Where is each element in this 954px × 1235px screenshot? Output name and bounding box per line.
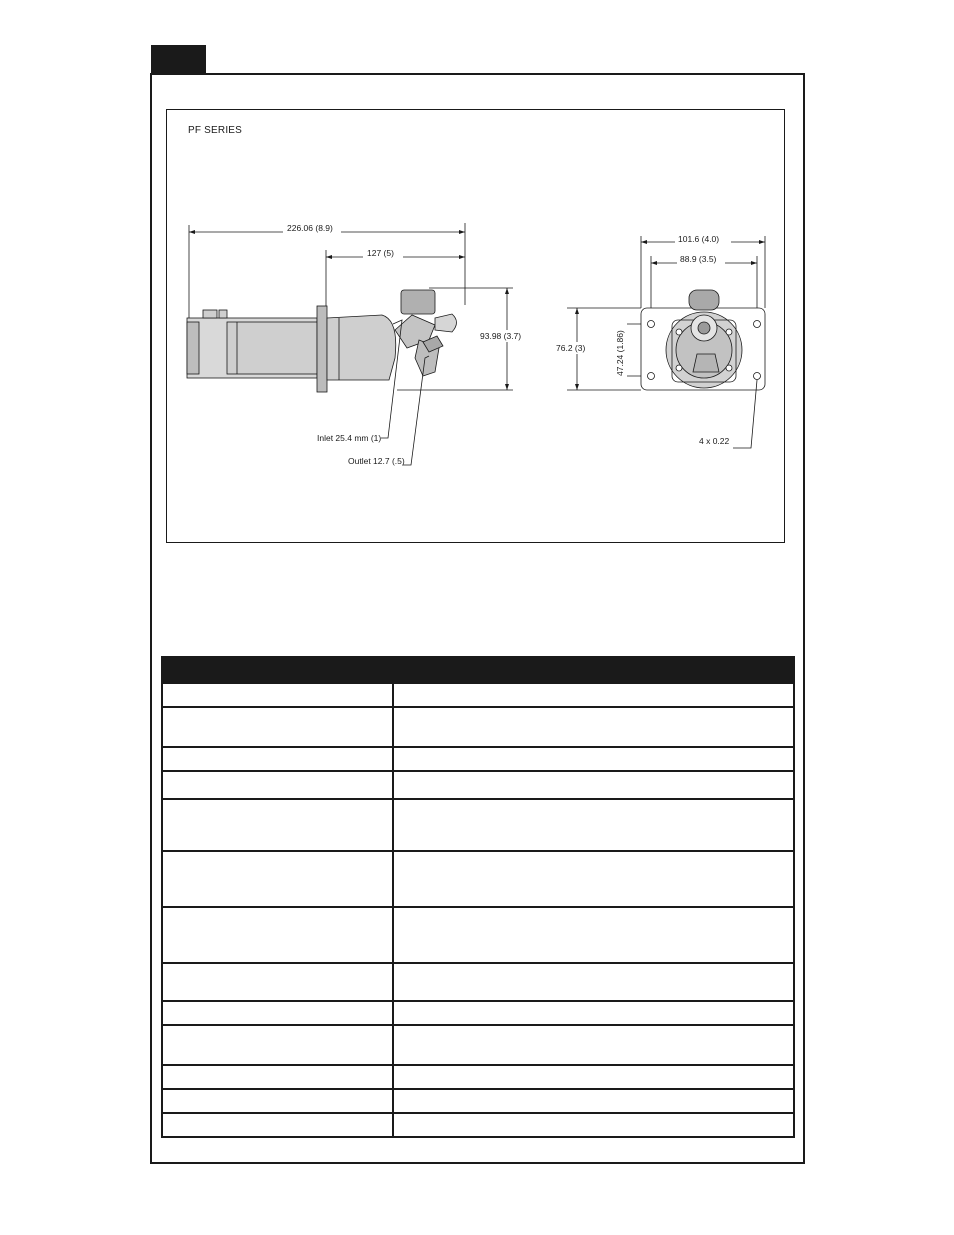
- spec-label: [162, 771, 393, 799]
- table-row: [162, 851, 794, 907]
- technical-drawing: [166, 109, 785, 543]
- spec-value: [393, 851, 794, 907]
- table-row: [162, 683, 794, 707]
- spec-header-value: [393, 657, 794, 683]
- spec-value: [393, 963, 794, 1001]
- spec-label: [162, 799, 393, 851]
- body-length-dim: 127 (5): [367, 248, 394, 258]
- table-row: [162, 907, 794, 963]
- spec-table: [161, 656, 795, 1138]
- spec-label: [162, 851, 393, 907]
- section-tab: [151, 45, 206, 74]
- spec-label: [162, 1001, 393, 1025]
- spec-value: [393, 799, 794, 851]
- table-row: [162, 1113, 794, 1137]
- spec-label: [162, 707, 393, 747]
- spec-label: [162, 1065, 393, 1089]
- spec-header-label: [162, 657, 393, 683]
- spec-value: [393, 707, 794, 747]
- flange-width-dim: 101.6 (4.0): [678, 234, 720, 244]
- spec-value: [393, 771, 794, 799]
- table-row: [162, 1065, 794, 1089]
- spec-value: [393, 683, 794, 707]
- spec-value: [393, 747, 794, 771]
- spec-label: [162, 747, 393, 771]
- table-row: [162, 707, 794, 747]
- spec-label: [162, 963, 393, 1001]
- spec-label: [162, 1113, 393, 1137]
- spec-label: [162, 907, 393, 963]
- flange-height-dim: 76.2 (3): [556, 343, 586, 353]
- overall-length-dim: 226.06 (8.9): [287, 223, 333, 233]
- table-row: [162, 1025, 794, 1065]
- spec-value: [393, 907, 794, 963]
- height-dim: 93.98 (3.7): [480, 331, 522, 341]
- spec-table-header: [162, 657, 794, 683]
- hole-spacing-y-dim: 47.24 (1.86): [615, 330, 625, 376]
- spec-value: [393, 1025, 794, 1065]
- spec-value: [393, 1113, 794, 1137]
- inlet-label: Inlet 25.4 mm (1): [317, 433, 382, 443]
- outlet-label: Outlet 12.7 (.5): [348, 456, 405, 466]
- table-row: [162, 747, 794, 771]
- spec-value: [393, 1089, 794, 1113]
- drawing-svg: [167, 110, 786, 544]
- spec-label: [162, 1025, 393, 1065]
- series-label: PF SERIES: [188, 125, 243, 136]
- spec-label: [162, 683, 393, 707]
- table-row: [162, 1089, 794, 1113]
- table-row: [162, 963, 794, 1001]
- hole-spacing-x-dim: 88.9 (3.5): [680, 254, 717, 264]
- spec-value: [393, 1001, 794, 1025]
- table-row: [162, 1001, 794, 1025]
- hole-label: 4 x 0.22: [699, 436, 730, 446]
- table-row: [162, 799, 794, 851]
- table-row: [162, 771, 794, 799]
- spec-value: [393, 1065, 794, 1089]
- spec-label: [162, 1089, 393, 1113]
